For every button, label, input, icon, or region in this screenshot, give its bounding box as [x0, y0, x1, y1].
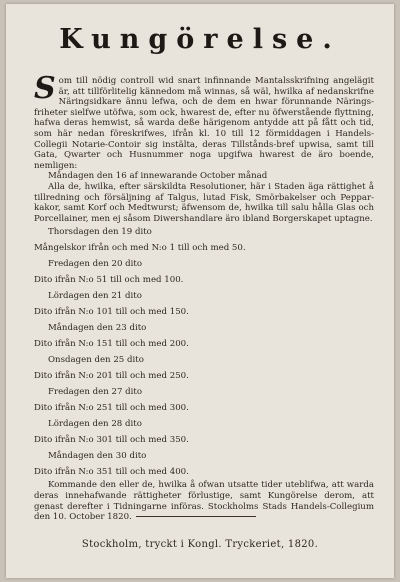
document-title: Kungörelse. — [59, 24, 341, 55]
schedule-list — [34, 224, 374, 480]
document-sheet — [6, 4, 394, 578]
schedule-range: Dito ifrån N:o 151 till och med 200. — [34, 339, 189, 350]
schedule-day: Måndagen den 23 dito — [48, 323, 147, 334]
first-day-line: Måndagen den 16 af innewarande October månad — [48, 171, 268, 182]
schedule-range: Dito ifrån N:o 51 till och med 100. — [34, 275, 184, 286]
schedule-range: Dito ifrån N:o 251 till och med 300. — [34, 403, 189, 414]
schedule-range: Dito ifrån N:o 101 till och med 150. — [34, 307, 189, 318]
intro-text: om till nödig controll wid snart infinnande Mantalsskrifning angelägit är, att tillförlitelig kännedom må winnas, så wäl, hwilka af nedanskrifne Näringsidkare ännu lefwa, och de dem en hwar förunnande Närings-friheter sielfwe utöfwa, som ock, hwarest de, efter nu öfwerstående flyttning, hafwa deras hemwist, så warda deße härigenom antydde att på fått och tid, som här nedan föreskrifwes, ifrån kl. 10 till 12 förmiddagen i Handels-Collegii Notarie-Contoir sig instälta, deras Tillstånds-bref upwisa, samt till Gata, Qwarter och Husnummer noga upgifwa hwarest de äro boende, nemligen: — [34, 76, 374, 171]
decorated-initial: S — [34, 71, 56, 106]
schedule-range: Dito ifrån N:o 351 till och med 400. — [34, 467, 189, 478]
intro-paragraph — [34, 71, 374, 171]
schedule-range: Mångelskor ifrån och med N:o 1 till och med 50. — [34, 243, 246, 254]
schedule-range: Dito ifrån N:o 201 till och med 250. — [34, 371, 189, 382]
document-body — [34, 71, 374, 523]
divider-rule — [136, 516, 256, 517]
schedule-range: Dito ifrån N:o 301 till och med 350. — [34, 435, 189, 446]
printer-imprint: Stockholm, tryckt i Kongl. Tryckeriet, 1820. — [81, 539, 319, 550]
closing-paragraph: Kommande den eller de, hwilka å ofwan utsatte tider uteblifwa, att warda deras innehafwande rättigheter förlustige, samt Kungörelse derom, att genast derefter i Tidningarne införas. Stockholms Stads Handels-Collegium den 10. October 1820. — [34, 480, 374, 523]
schedule-day: Lördagen den 28 dito — [48, 419, 142, 430]
group-description: Alla de, hwilka, efter särskildta Resolutioner, här i Staden äga rättighet å tillredning och försäljning af Talgus, lutad Fisk, Smörbakelser och Peppar-kakor, samt Korf och Medtwurst; äfwensom de, hwilka till salu hålla Glas och Porcellainer, men ej såsom Diwershandlare äro ibland Borgerskapet uptagne. — [34, 181, 374, 224]
schedule-day: Måndagen den 30 dito — [48, 451, 147, 462]
schedule-day: Fredagen den 20 dito — [48, 259, 143, 270]
schedule-day: Fredagen den 27 dito — [48, 387, 143, 398]
schedule-day: Thorsdagen den 19 dito — [48, 227, 152, 238]
schedule-day: Lördagen den 21 dito — [48, 291, 142, 302]
schedule-day: Onsdagen den 25 dito — [48, 355, 144, 366]
